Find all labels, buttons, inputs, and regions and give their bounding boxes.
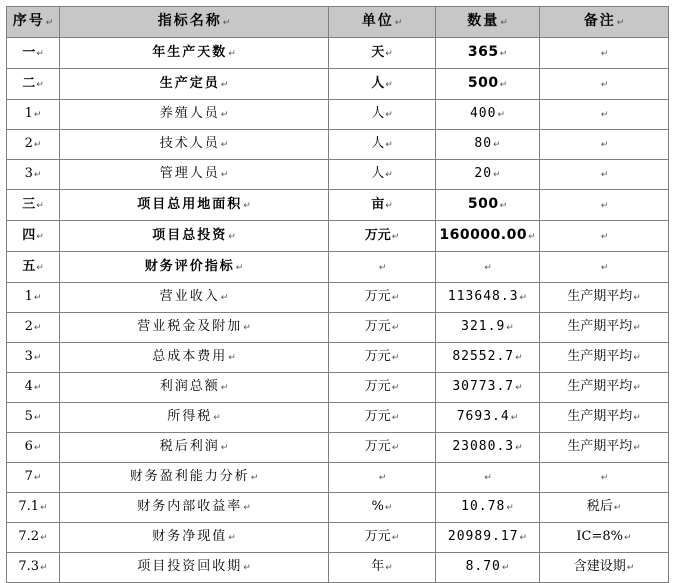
- cell-end-mark: ↵: [385, 563, 393, 573]
- cell-end-mark: ↵: [515, 443, 523, 453]
- index-text: 7: [24, 469, 33, 484]
- indicator-name-cell: [60, 523, 329, 553]
- unit-cell: [329, 252, 436, 283]
- cell-end-mark: ↵: [378, 262, 387, 273]
- cell-end-mark: ↵: [222, 18, 231, 28]
- unit-cell: [329, 283, 436, 313]
- quantity-cell: [436, 130, 540, 160]
- index-text: 6: [24, 439, 33, 454]
- indicator-name-text: 总成本费用: [152, 349, 228, 364]
- quantity-text: 321.9: [461, 319, 506, 334]
- cell-end-mark: ↵: [600, 262, 609, 273]
- index-cell: [7, 38, 60, 69]
- unit-cell: [329, 343, 436, 373]
- indicator-name-cell: [60, 553, 329, 583]
- cell-end-mark: ↵: [40, 563, 48, 573]
- index-text: 1: [24, 106, 33, 121]
- quantity-text: 400: [469, 106, 497, 121]
- cell-end-mark: ↵: [33, 413, 42, 423]
- note-cell: [540, 313, 669, 343]
- note-text: 生产期平均: [567, 409, 633, 424]
- indicator-name-cell: [60, 190, 329, 221]
- cell-end-mark: ↵: [228, 48, 236, 59]
- quantity-text: 160000.00: [439, 227, 528, 243]
- cell-end-mark: ↵: [515, 353, 523, 363]
- cell-end-mark: ↵: [600, 200, 609, 211]
- note-cell: [540, 343, 669, 373]
- unit-text: %: [371, 499, 384, 514]
- table-row: [7, 130, 669, 160]
- cell-end-mark: ↵: [391, 323, 400, 333]
- header-cell: [436, 7, 540, 38]
- table-row: [7, 252, 669, 283]
- index-cell: [7, 69, 60, 100]
- index-cell: [7, 523, 60, 553]
- cell-end-mark: ↵: [33, 473, 42, 483]
- index-cell: [7, 252, 60, 283]
- unit-text: 万元: [364, 439, 391, 454]
- table-row: [7, 433, 669, 463]
- cell-end-mark: ↵: [220, 293, 229, 303]
- note-text: 生产期平均: [567, 349, 633, 364]
- note-cell: [540, 38, 669, 69]
- indicator-name-cell: [60, 221, 329, 252]
- note-cell: [540, 252, 669, 283]
- quantity-text: 500: [467, 75, 499, 91]
- cell-end-mark: ↵: [228, 353, 236, 363]
- header-label: 单位: [361, 13, 394, 29]
- cell-end-mark: ↵: [40, 533, 48, 543]
- note-text: IC=8%: [576, 529, 624, 544]
- quantity-cell: [436, 433, 540, 463]
- note-cell: [540, 373, 669, 403]
- cell-end-mark: ↵: [626, 563, 635, 573]
- cell-end-mark: ↵: [33, 443, 42, 453]
- index-cell: [7, 130, 60, 160]
- cell-end-mark: ↵: [243, 323, 251, 333]
- cell-end-mark: ↵: [391, 533, 400, 543]
- cell-end-mark: ↵: [499, 201, 508, 211]
- note-cell: [540, 463, 669, 493]
- cell-end-mark: ↵: [633, 443, 641, 453]
- cell-end-mark: ↵: [220, 443, 229, 453]
- indicator-name-text: 项目总用地面积: [137, 196, 243, 212]
- index-cell: [7, 433, 60, 463]
- quantity-cell: [436, 100, 540, 130]
- cell-end-mark: ↵: [624, 533, 632, 543]
- table-row: [7, 463, 669, 493]
- note-text: 生产期平均: [567, 379, 633, 394]
- unit-cell: [329, 69, 436, 100]
- index-cell: [7, 373, 60, 403]
- indicator-name-cell: [60, 130, 329, 160]
- note-cell: [540, 190, 669, 221]
- cell-end-mark: ↵: [499, 80, 508, 90]
- cell-end-mark: ↵: [33, 170, 42, 180]
- unit-text: 亩: [371, 196, 385, 212]
- quantity-text: 23080.3: [452, 439, 515, 454]
- cell-end-mark: ↵: [36, 200, 44, 211]
- cell-end-mark: ↵: [220, 79, 229, 90]
- cell-end-mark: ↵: [378, 473, 387, 483]
- unit-cell: [329, 38, 436, 69]
- index-text: 7.1: [18, 499, 40, 514]
- indicator-name-text: 财务盈利能力分析: [129, 469, 250, 484]
- quantity-cell: [436, 313, 540, 343]
- cell-end-mark: ↵: [501, 563, 510, 573]
- indicator-name-text: 项目总投资: [152, 227, 228, 243]
- cell-end-mark: ↵: [243, 503, 251, 513]
- indicator-name-cell: [60, 38, 329, 69]
- unit-cell: [329, 221, 436, 252]
- cell-end-mark: ↵: [493, 170, 501, 180]
- unit-text: 年: [371, 559, 385, 574]
- cell-end-mark: ↵: [391, 413, 400, 423]
- index-cell: [7, 221, 60, 252]
- cell-end-mark: ↵: [33, 383, 42, 393]
- cell-end-mark: ↵: [391, 293, 400, 303]
- indicator-name-text: 营业收入: [159, 289, 220, 304]
- index-text: 四: [22, 227, 36, 243]
- quantity-cell: [436, 160, 540, 190]
- indicator-name-cell: [60, 373, 329, 403]
- index-cell: [7, 463, 60, 493]
- index-text: 2: [24, 136, 33, 151]
- indicator-name-text: 项目投资回收期: [137, 559, 243, 574]
- index-cell: [7, 100, 60, 130]
- unit-text: 万元: [364, 349, 391, 364]
- quantity-cell: [436, 493, 540, 523]
- indicator-name-text: 所得税: [167, 409, 213, 424]
- cell-end-mark: ↵: [391, 383, 400, 393]
- header-cell: [60, 7, 329, 38]
- unit-text: 天: [371, 44, 385, 60]
- index-cell: [7, 403, 60, 433]
- indicator-name-text: 财务内部收益率: [137, 499, 243, 514]
- index-text: 5: [24, 409, 33, 424]
- cell-end-mark: ↵: [616, 18, 625, 28]
- cell-end-mark: ↵: [600, 48, 609, 59]
- cell-end-mark: ↵: [243, 563, 251, 573]
- cell-end-mark: ↵: [385, 110, 393, 120]
- cell-end-mark: ↵: [493, 140, 501, 150]
- cell-end-mark: ↵: [613, 503, 622, 513]
- indicator-name-cell: [60, 493, 329, 523]
- cell-end-mark: ↵: [220, 110, 229, 120]
- cell-end-mark: ↵: [36, 262, 44, 273]
- cell-end-mark: ↵: [33, 293, 42, 303]
- cell-end-mark: ↵: [600, 110, 609, 120]
- quantity-text: 82552.7: [452, 349, 515, 364]
- quantity-text: 20: [474, 166, 493, 181]
- unit-text: 人: [371, 136, 385, 151]
- table-row: [7, 313, 669, 343]
- table-row: [7, 100, 669, 130]
- cell-end-mark: ↵: [33, 110, 42, 120]
- header-label: 指标名称: [157, 13, 222, 29]
- unit-cell: [329, 130, 436, 160]
- table-row: [7, 523, 669, 553]
- note-cell: [540, 283, 669, 313]
- cell-end-mark: ↵: [250, 473, 259, 483]
- unit-cell: [329, 190, 436, 221]
- cell-end-mark: ↵: [36, 79, 44, 90]
- index-text: 一: [22, 44, 36, 60]
- cell-end-mark: ↵: [235, 262, 244, 273]
- cell-end-mark: ↵: [228, 533, 236, 543]
- note-text: 含建设期: [573, 559, 626, 574]
- header-cell: [7, 7, 60, 38]
- indicator-table: [6, 6, 669, 583]
- note-cell: [540, 553, 669, 583]
- header-cell: [329, 7, 436, 38]
- indicator-name-text: 利润总额: [159, 379, 220, 394]
- table-row: [7, 553, 669, 583]
- index-cell: [7, 190, 60, 221]
- unit-cell: [329, 523, 436, 553]
- cell-end-mark: ↵: [220, 383, 229, 393]
- unit-text: 万元: [364, 289, 391, 304]
- cell-end-mark: ↵: [220, 140, 229, 150]
- table-row: [7, 373, 669, 403]
- quantity-cell: [436, 463, 540, 493]
- cell-end-mark: ↵: [497, 110, 506, 120]
- note-cell: [540, 221, 669, 252]
- quantity-cell: [436, 523, 540, 553]
- index-text: 7.3: [18, 559, 40, 574]
- indicator-name-cell: [60, 160, 329, 190]
- table-row: [7, 38, 669, 69]
- note-cell: [540, 130, 669, 160]
- unit-cell: [329, 493, 436, 523]
- quantity-cell: [436, 403, 540, 433]
- table-body: [7, 38, 669, 583]
- unit-text: 万元: [364, 379, 391, 394]
- indicator-name-text: 财务评价指标: [144, 258, 235, 274]
- cell-end-mark: ↵: [394, 18, 403, 28]
- cell-end-mark: ↵: [385, 48, 393, 59]
- quantity-text: 8.70: [465, 559, 501, 574]
- quantity-cell: [436, 553, 540, 583]
- index-text: 1: [24, 289, 33, 304]
- unit-cell: [329, 100, 436, 130]
- cell-end-mark: ↵: [220, 170, 229, 180]
- cell-end-mark: ↵: [633, 293, 641, 303]
- indicator-name-text: 营业税金及附加: [137, 319, 243, 334]
- unit-text: 人: [371, 75, 385, 91]
- index-cell: [7, 313, 60, 343]
- cell-end-mark: ↵: [391, 353, 400, 363]
- index-cell: [7, 553, 60, 583]
- cell-end-mark: ↵: [213, 413, 221, 423]
- indicator-name-text: 养殖人员: [159, 106, 220, 121]
- cell-end-mark: ↵: [385, 170, 393, 180]
- note-text: 生产期平均: [567, 319, 633, 334]
- unit-cell: [329, 403, 436, 433]
- quantity-text: 30773.7: [452, 379, 515, 394]
- quantity-cell: [436, 343, 540, 373]
- indicator-name-text: 技术人员: [159, 136, 220, 151]
- cell-end-mark: ↵: [385, 140, 393, 150]
- indicator-name-text: 年生产天数: [152, 44, 228, 60]
- table-header-row: [7, 7, 669, 38]
- table-row: [7, 493, 669, 523]
- indicator-name-text: 生产定员: [159, 75, 220, 91]
- cell-end-mark: ↵: [391, 443, 400, 453]
- note-text: 税后: [586, 499, 613, 514]
- cell-end-mark: ↵: [484, 473, 492, 483]
- indicator-name-text: 管理人员: [159, 166, 220, 181]
- indicator-name-cell: [60, 69, 329, 100]
- indicator-table-sheet: [6, 6, 668, 574]
- unit-cell: [329, 160, 436, 190]
- cell-end-mark: ↵: [40, 503, 48, 513]
- cell-end-mark: ↵: [33, 323, 42, 333]
- cell-end-mark: ↵: [600, 473, 609, 483]
- note-cell: [540, 403, 669, 433]
- note-cell: [540, 523, 669, 553]
- quantity-text: 80: [474, 136, 493, 151]
- quantity-text: 10.78: [461, 499, 506, 514]
- table-row: [7, 283, 669, 313]
- index-text: 4: [24, 379, 33, 394]
- cell-end-mark: ↵: [33, 353, 42, 363]
- cell-end-mark: ↵: [45, 18, 54, 28]
- table-row: [7, 69, 669, 100]
- quantity-cell: [436, 38, 540, 69]
- cell-end-mark: ↵: [506, 503, 514, 513]
- unit-cell: [329, 553, 436, 583]
- unit-cell: [329, 373, 436, 403]
- quantity-cell: [436, 373, 540, 403]
- indicator-name-cell: [60, 403, 329, 433]
- indicator-name-cell: [60, 313, 329, 343]
- table-row: [7, 343, 669, 373]
- quantity-cell: [436, 283, 540, 313]
- note-cell: [540, 160, 669, 190]
- header-label: 序号: [12, 13, 45, 29]
- note-text: 生产期平均: [567, 439, 633, 454]
- unit-cell: [329, 433, 436, 463]
- indicator-name-cell: [60, 100, 329, 130]
- cell-end-mark: ↵: [600, 170, 609, 180]
- unit-text: 万元: [364, 409, 391, 424]
- quantity-text: 500: [467, 196, 499, 212]
- note-cell: [540, 433, 669, 463]
- indicator-name-cell: [60, 463, 329, 493]
- unit-text: 万元: [364, 227, 391, 243]
- header-label: 数量: [467, 13, 500, 29]
- quantity-text: 365: [467, 44, 499, 60]
- cell-end-mark: ↵: [391, 231, 400, 242]
- unit-cell: [329, 313, 436, 343]
- note-cell: [540, 493, 669, 523]
- cell-end-mark: ↵: [33, 140, 42, 150]
- cell-end-mark: ↵: [600, 79, 609, 90]
- cell-end-mark: ↵: [515, 383, 523, 393]
- cell-end-mark: ↵: [384, 503, 393, 513]
- quantity-cell: [436, 252, 540, 283]
- quantity-cell: [436, 69, 540, 100]
- index-cell: [7, 160, 60, 190]
- table-row: [7, 403, 669, 433]
- note-cell: [540, 69, 669, 100]
- index-text: 3: [24, 166, 33, 181]
- unit-text: 人: [371, 166, 385, 181]
- indicator-name-text: 财务净现值: [152, 529, 228, 544]
- cell-end-mark: ↵: [385, 200, 393, 211]
- cell-end-mark: ↵: [499, 49, 508, 59]
- cell-end-mark: ↵: [528, 232, 536, 242]
- table-row: [7, 221, 669, 252]
- index-text: 2: [24, 319, 33, 334]
- unit-cell: [329, 463, 436, 493]
- quantity-cell: [436, 221, 540, 252]
- index-cell: [7, 283, 60, 313]
- quantity-text: 7693.4: [456, 409, 510, 424]
- cell-end-mark: ↵: [36, 231, 44, 242]
- cell-end-mark: ↵: [633, 413, 641, 423]
- index-cell: [7, 343, 60, 373]
- index-cell: [7, 493, 60, 523]
- header-cell: [540, 7, 669, 38]
- cell-end-mark: ↵: [600, 231, 609, 242]
- cell-end-mark: ↵: [506, 323, 514, 333]
- index-text: 7.2: [18, 529, 40, 544]
- indicator-name-cell: [60, 343, 329, 373]
- indicator-name-text: 税后利润: [159, 439, 220, 454]
- indicator-name-cell: [60, 252, 329, 283]
- quantity-text: 113648.3: [447, 289, 519, 304]
- cell-end-mark: ↵: [385, 79, 393, 90]
- note-text: 生产期平均: [567, 289, 633, 304]
- quantity-text: 20989.17: [447, 529, 519, 544]
- index-text: 五: [22, 258, 36, 274]
- cell-end-mark: ↵: [633, 383, 641, 393]
- cell-end-mark: ↵: [228, 231, 236, 242]
- cell-end-mark: ↵: [484, 263, 492, 273]
- unit-text: 人: [371, 106, 385, 121]
- note-cell: [540, 100, 669, 130]
- cell-end-mark: ↵: [633, 323, 641, 333]
- cell-end-mark: ↵: [519, 533, 528, 543]
- table-row: [7, 190, 669, 221]
- cell-end-mark: ↵: [519, 293, 528, 303]
- cell-end-mark: ↵: [633, 353, 641, 363]
- cell-end-mark: ↵: [36, 48, 44, 59]
- cell-end-mark: ↵: [500, 18, 508, 28]
- index-text: 3: [24, 349, 33, 364]
- table-row: [7, 160, 669, 190]
- indicator-name-cell: [60, 283, 329, 313]
- unit-text: 万元: [364, 529, 391, 544]
- cell-end-mark: ↵: [510, 413, 519, 423]
- quantity-cell: [436, 190, 540, 221]
- index-text: 三: [22, 196, 36, 212]
- index-text: 二: [22, 75, 36, 91]
- indicator-name-cell: [60, 433, 329, 463]
- cell-end-mark: ↵: [600, 140, 609, 150]
- cell-end-mark: ↵: [243, 200, 251, 211]
- header-label: 备注: [583, 13, 616, 29]
- unit-text: 万元: [364, 319, 391, 334]
